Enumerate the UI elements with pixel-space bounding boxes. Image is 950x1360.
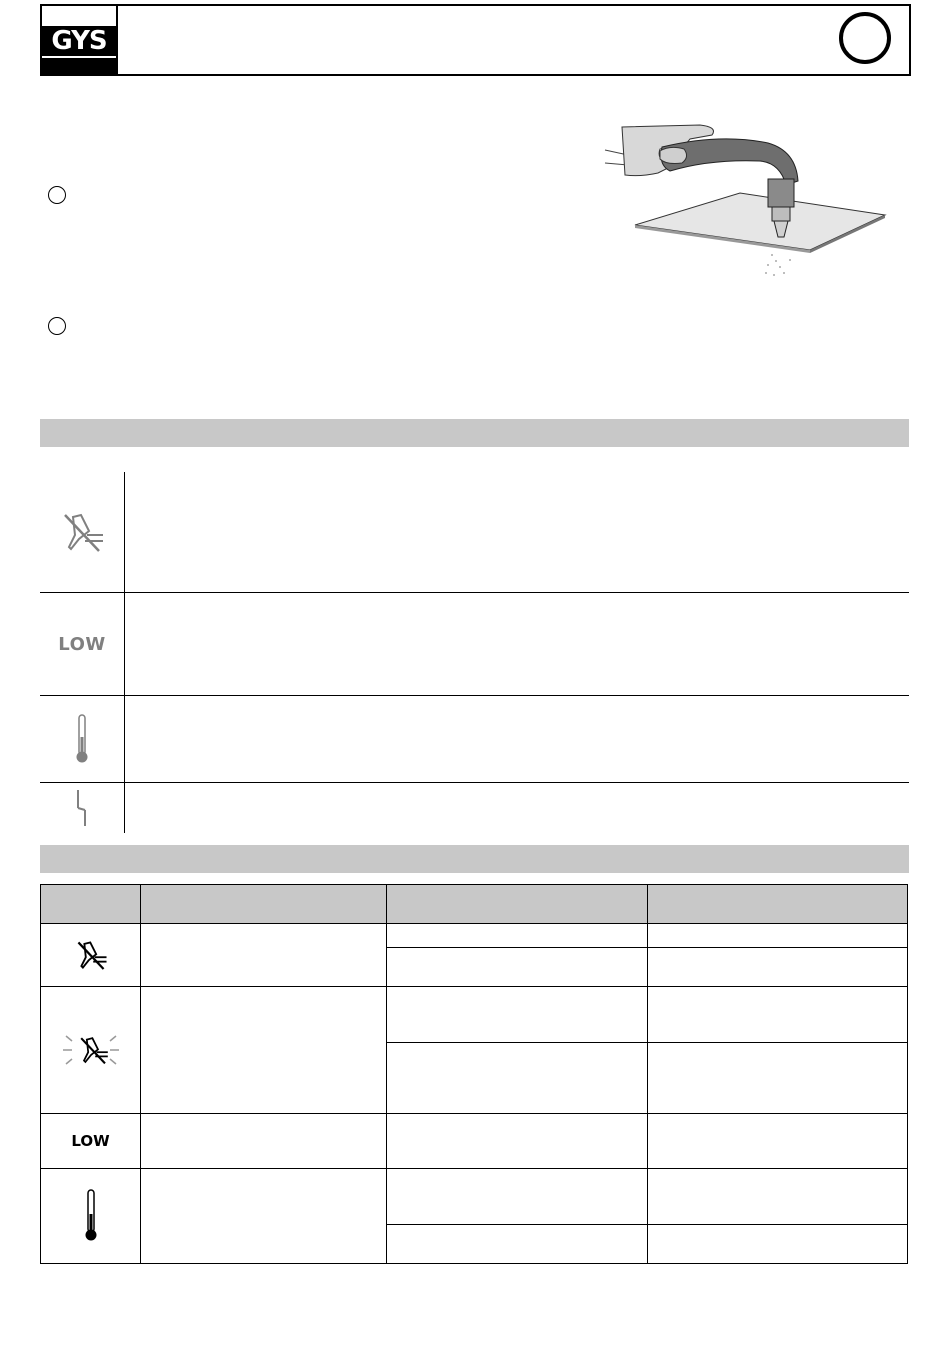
torch-protection-icon — [74, 938, 108, 972]
divider — [40, 782, 909, 783]
table-row — [41, 987, 140, 1113]
circle-marker-icon — [48, 186, 66, 204]
air-break-icon — [75, 788, 89, 828]
low-pressure-label: LOW — [58, 633, 106, 655]
divider — [40, 592, 909, 593]
torch-protection-icon — [59, 509, 105, 555]
logo-text: GYS — [42, 26, 116, 56]
list-item-break — [40, 783, 124, 833]
list-item-low — [40, 593, 124, 695]
table-row — [41, 1114, 140, 1168]
list-item-protection — [40, 472, 124, 592]
low-pressure-label: LOW — [71, 1132, 110, 1150]
table-header — [41, 885, 907, 924]
table-row — [41, 924, 140, 986]
divider — [40, 695, 909, 696]
troubleshooting-table — [40, 884, 908, 1264]
page-header — [40, 4, 911, 76]
table-row — [41, 1169, 140, 1263]
plasma-torch-cutting-illustration — [600, 115, 890, 285]
section-bar — [40, 845, 909, 873]
gys-logo — [42, 6, 118, 74]
circle-marker-icon — [48, 317, 66, 335]
torch-protection-blinking-icon — [59, 1028, 123, 1072]
list-item-thermal — [40, 696, 124, 782]
language-circle-icon — [839, 12, 891, 64]
status-icon-list — [40, 472, 909, 833]
thermometer-icon — [83, 1188, 99, 1244]
thermometer-icon — [74, 713, 90, 765]
section-bar — [40, 419, 909, 447]
